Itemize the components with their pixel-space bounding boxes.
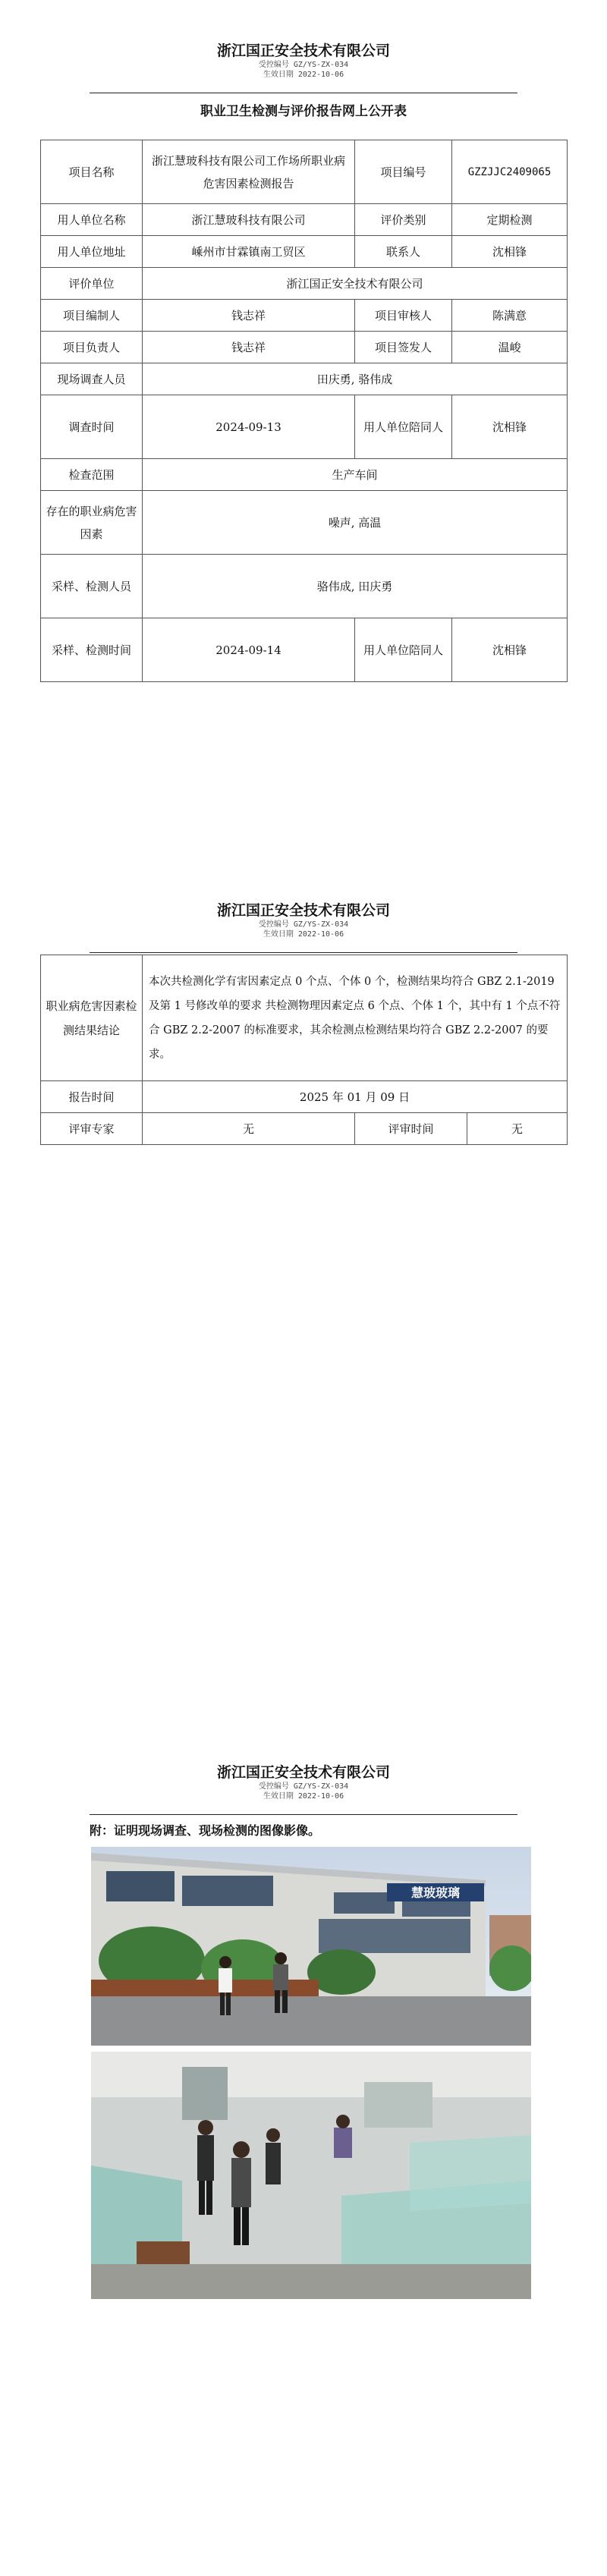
cell-label: 项目审核人: [355, 300, 452, 332]
control-number: 受控编号 GZ/YS-ZX-034: [258, 1782, 349, 1791]
escort: 沈相锋: [452, 395, 568, 459]
cell-label: 用人单位名称: [41, 204, 143, 236]
cell-label: 用人单位陪同人: [355, 395, 452, 459]
table-row: [41, 618, 568, 682]
employer-name: 浙江慧玻科技有限公司: [143, 204, 355, 236]
company-name: 浙江国正安全技术有限公司: [216, 1764, 390, 1781]
report-table: [40, 140, 568, 682]
survey-time: 2024-09-13: [143, 395, 355, 459]
header-rule: [90, 952, 517, 953]
reviewer: 陈满意: [452, 300, 568, 332]
header-rule: [90, 1814, 517, 1815]
effective-date: 生效日期 2022-10-06: [263, 930, 344, 939]
project-name: 浙江慧玻科技有限公司工作场所职业病危害因素检测报告: [143, 140, 355, 204]
cell-label: 用人单位陪同人: [355, 618, 452, 682]
report-time: 2025 年 01 月 09 日: [143, 1081, 568, 1113]
eval-unit: 浙江国正安全技术有限公司: [143, 268, 568, 300]
company-name: 浙江国正安全技术有限公司: [216, 42, 390, 59]
cell-label: 评价类别: [355, 204, 452, 236]
cell-label: 报告时间: [41, 1081, 143, 1113]
review-time: 无: [467, 1113, 568, 1145]
attachment-caption: 附：证明现场调查、现场检测的图像影像。: [90, 1823, 321, 1838]
cell-label: 项目编号: [355, 140, 452, 204]
cell-label: 现场调查人员: [41, 363, 143, 395]
project-leader: 钱志祥: [143, 332, 355, 363]
page-header: [0, 901, 607, 939]
table-row: [41, 395, 568, 459]
page-header: [0, 42, 607, 80]
sample-time: 2024-09-14: [143, 618, 355, 682]
inspection-scope: 生产车间: [143, 459, 568, 491]
cell-label: 采样、检测人员: [41, 555, 143, 618]
cell-label: 项目编制人: [41, 300, 143, 332]
conclusion-text: 本次共检测化学有害因素定点 0 个点、个体 0 个，检测结果均符合 GBZ 2.1-2019 及第 1 号修改单的要求 共检测物理因素定点 6 个点、个体 1 个，其中有 1 个点不符合 GBZ 2.2-2007 的标准要求，其余检测点检测结果均符合 GBZ 2.2-2007 的要求。: [143, 955, 568, 1081]
factory-exterior-image: [91, 1847, 531, 2046]
project-number: GZZJJC2409065: [452, 140, 568, 204]
table-row: [41, 204, 568, 236]
effective-date: 生效日期 2022-10-06: [263, 71, 344, 79]
site-photo-exterior: [91, 1847, 531, 2046]
cell-label: 检查范围: [41, 459, 143, 491]
table-row: [41, 363, 568, 395]
table-row: [41, 1081, 568, 1113]
site-photo-workshop: [91, 2052, 531, 2299]
table-row: [41, 140, 568, 204]
contact-person: 沈相锋: [452, 236, 568, 268]
cell-label: 项目负责人: [41, 332, 143, 363]
table-row: [41, 300, 568, 332]
company-name: 浙江国正安全技术有限公司: [216, 902, 390, 919]
review-expert: 无: [143, 1113, 355, 1145]
table-row: [41, 955, 568, 1081]
samplers: 骆伟成, 田庆勇: [143, 555, 568, 618]
effective-date: 生效日期 2022-10-06: [263, 1792, 344, 1801]
cell-label: 评价单位: [41, 268, 143, 300]
page-header: [0, 1763, 607, 1801]
control-number: 受控编号 GZ/YS-ZX-034: [258, 61, 349, 69]
compiler: 钱志祥: [143, 300, 355, 332]
table-row: [41, 491, 568, 555]
employer-address: 嵊州市甘霖镇南工贸区: [143, 236, 355, 268]
cell-label: 存在的职业病危害因素: [41, 491, 143, 555]
issuer: 温峻: [452, 332, 568, 363]
investigators: 田庆勇, 骆伟成: [143, 363, 568, 395]
cell-label: 采样、检测时间: [41, 618, 143, 682]
cell-label: 联系人: [355, 236, 452, 268]
cell-label: 项目名称: [41, 140, 143, 204]
table-row: [41, 459, 568, 491]
cell-label: 评审专家: [41, 1113, 143, 1145]
table-row: [41, 555, 568, 618]
workshop-interior-image: [91, 2052, 531, 2299]
table-row: [41, 1113, 568, 1145]
cell-label: 职业病危害因素检测结果结论: [41, 955, 143, 1081]
cell-label: 评审时间: [355, 1113, 467, 1145]
page-title: 职业卫生检测与评价报告网上公开表: [200, 104, 407, 119]
hazard-factors: 噪声, 高温: [143, 491, 568, 555]
table-row: [41, 332, 568, 363]
conclusion-table: [40, 955, 568, 1145]
cell-label: 用人单位地址: [41, 236, 143, 268]
factory-sign-text: 慧玻玻璃: [410, 1886, 461, 1900]
escort-2: 沈相锋: [452, 618, 568, 682]
table-row: [41, 268, 568, 300]
eval-type: 定期检测: [452, 204, 568, 236]
table-row: [41, 236, 568, 268]
cell-label: 调查时间: [41, 395, 143, 459]
control-number: 受控编号 GZ/YS-ZX-034: [258, 920, 349, 929]
cell-label: 项目签发人: [355, 332, 452, 363]
